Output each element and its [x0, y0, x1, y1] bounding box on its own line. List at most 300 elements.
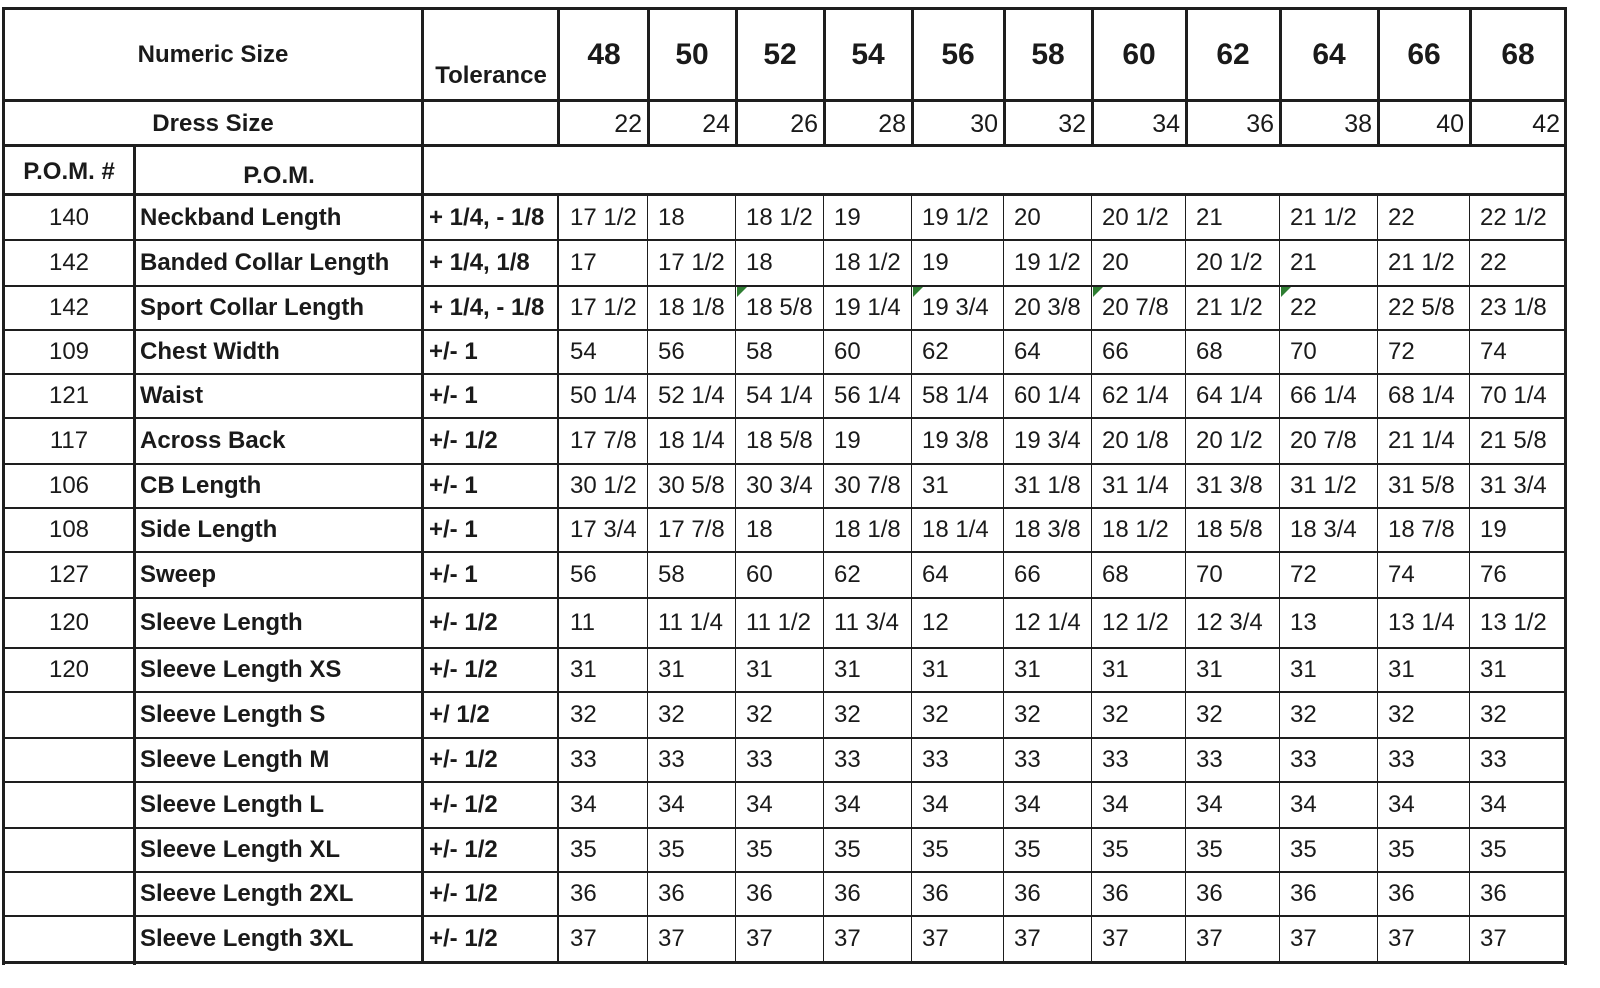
- measurement-cell: 13 1/2: [1480, 609, 1547, 636]
- pom-number-cell: 127: [48, 561, 90, 588]
- pom-number-cell: 142: [48, 294, 90, 321]
- measurement-cell: 20 1/2: [1196, 249, 1263, 276]
- dress-size-header: 36: [1246, 109, 1274, 138]
- tolerance-cell: + 1/4, - 1/8: [429, 294, 545, 321]
- measurement-cell: 19: [922, 249, 949, 276]
- grid-line: [2, 737, 1566, 739]
- pom-name-cell: Sleeve Length S: [140, 701, 326, 728]
- measurement-cell: 33: [1102, 746, 1129, 773]
- measurement-cell: 32: [922, 701, 949, 728]
- grid-line: [1377, 7, 1380, 147]
- tolerance-cell: +/- 1/2: [429, 427, 498, 454]
- measurement-cell: 18 7/8: [1388, 516, 1455, 543]
- pom-number-cell: 142: [48, 249, 90, 276]
- measurement-cell: 33: [1480, 746, 1507, 773]
- measurement-cell: 20: [1014, 204, 1041, 231]
- grid-line: [1279, 196, 1280, 964]
- grid-line: [2, 871, 1566, 873]
- dress-size-header: 28: [878, 109, 906, 138]
- pom-name-cell: Side Length: [140, 516, 278, 543]
- measurement-cell: 36: [1480, 880, 1507, 907]
- tolerance-cell: +/- 1/2: [429, 656, 498, 683]
- measurement-cell: 37: [1102, 925, 1129, 952]
- tolerance-cell: +/- 1/2: [429, 609, 498, 636]
- measurement-cell: 19 3/4: [922, 294, 989, 321]
- measurement-cell: 30 1/2: [570, 472, 637, 499]
- measurement-cell: 18 1/2: [834, 249, 901, 276]
- measurement-cell: 17 3/4: [570, 516, 637, 543]
- grid-line: [2, 99, 1566, 102]
- numeric-size-header: 58: [1031, 38, 1065, 71]
- grid-line: [1091, 7, 1094, 147]
- pom-name-cell: Sleeve Length M: [140, 746, 330, 773]
- measurement-cell: 70 1/4: [1480, 382, 1547, 409]
- measurement-cell: 56 1/4: [834, 382, 901, 409]
- measurement-cell: 31 1/8: [1014, 472, 1081, 499]
- measurement-cell: 36: [1388, 880, 1415, 907]
- measurement-cell: 58: [746, 338, 773, 365]
- tolerance-cell: + 1/4, - 1/8: [429, 204, 545, 231]
- dress-size-label: Dress Size: [152, 110, 274, 137]
- comment-indicator-icon[interactable]: [1093, 287, 1103, 297]
- grid-line: [2, 463, 1566, 465]
- measurement-cell: 32: [1014, 701, 1041, 728]
- grid-line: [1377, 196, 1378, 964]
- grid-line: [2, 239, 1566, 241]
- numeric-size-header: 68: [1501, 38, 1535, 71]
- dress-size-header: 24: [702, 109, 730, 138]
- measurement-cell: 22 5/8: [1388, 294, 1455, 321]
- measurement-cell: 35: [1388, 836, 1415, 863]
- measurement-cell: 32: [570, 701, 597, 728]
- measurement-cell: 31: [834, 656, 861, 683]
- tolerance-cell: + 1/4, 1/8: [429, 249, 530, 276]
- grid-line: [1564, 7, 1567, 965]
- measurement-cell: 22 1/2: [1480, 204, 1547, 231]
- measurement-cell: 74: [1388, 561, 1415, 588]
- measurement-cell: 37: [834, 925, 861, 952]
- measurement-cell: 35: [1480, 836, 1507, 863]
- dress-size-header: 40: [1436, 109, 1464, 138]
- measurement-cell: 36: [1102, 880, 1129, 907]
- measurement-cell: 36: [1196, 880, 1223, 907]
- pom-name-cell: Banded Collar Length: [140, 249, 390, 276]
- measurement-cell: 58: [658, 561, 685, 588]
- measurement-cell: 68 1/4: [1388, 382, 1455, 409]
- measurement-cell: 32: [1196, 701, 1223, 728]
- measurement-cell: 33: [1388, 746, 1415, 773]
- measurement-cell: 18 1/4: [658, 427, 725, 454]
- measurement-cell: 18 1/2: [746, 204, 813, 231]
- measurement-cell: 18 5/8: [1196, 516, 1263, 543]
- numeric-size-header: 50: [675, 38, 709, 71]
- measurement-cell: 19: [1480, 516, 1507, 543]
- measurement-cell: 18 1/4: [922, 516, 989, 543]
- measurement-cell: 37: [922, 925, 949, 952]
- measurement-cell: 35: [570, 836, 597, 863]
- measurement-cell: 21 1/4: [1388, 427, 1455, 454]
- pom-number-cell: [4, 738, 134, 782]
- comment-indicator-icon[interactable]: [737, 287, 747, 297]
- measurement-cell: 22: [1480, 249, 1507, 276]
- measurement-cell: 31: [658, 656, 685, 683]
- measurement-cell: 30 3/4: [746, 472, 813, 499]
- grid-line: [557, 196, 559, 964]
- measurement-cell: 76: [1480, 561, 1507, 588]
- tolerance-cell: +/- 1/2: [429, 925, 498, 952]
- measurement-cell: 35: [1290, 836, 1317, 863]
- numeric-size-header: 52: [763, 38, 797, 71]
- measurement-cell: 18 1/2: [1102, 516, 1169, 543]
- measurement-cell: 23 1/8: [1480, 294, 1547, 321]
- measurement-cell: 19 1/2: [922, 204, 989, 231]
- grid-line: [1003, 7, 1006, 147]
- measurement-cell: 31: [1480, 656, 1507, 683]
- measurement-cell: 18 1/8: [658, 294, 725, 321]
- measurement-cell: 20 3/8: [1014, 294, 1081, 321]
- grid-line: [2, 144, 1566, 147]
- dress-size-header: 32: [1058, 109, 1086, 138]
- measurement-cell: 17 1/2: [658, 249, 725, 276]
- measurement-cell: 31 1/4: [1102, 472, 1169, 499]
- measurement-cell: 18: [746, 516, 773, 543]
- measurement-cell: 37: [1196, 925, 1223, 952]
- measurement-cell: 31: [1290, 656, 1317, 683]
- pom-number-cell: 109: [48, 338, 90, 365]
- measurement-cell: 60: [746, 561, 773, 588]
- pom-number-cell: 106: [48, 472, 90, 499]
- grid-line: [2, 827, 1566, 829]
- tolerance-cell: +/- 1: [429, 561, 478, 588]
- measurement-cell: 35: [922, 836, 949, 863]
- measurement-cell: 20 7/8: [1290, 427, 1357, 454]
- measurement-cell: 34: [1290, 791, 1317, 818]
- measurement-cell: 64: [1014, 338, 1041, 365]
- measurement-cell: 37: [1014, 925, 1041, 952]
- measurement-cell: 33: [922, 746, 949, 773]
- measurement-cell: 32: [1102, 701, 1129, 728]
- measurement-cell: 37: [570, 925, 597, 952]
- measurement-cell: 21 1/2: [1196, 294, 1263, 321]
- pom-name-cell: Sleeve Length: [140, 609, 303, 636]
- measurement-cell: 31: [1196, 656, 1223, 683]
- measurement-cell: 36: [570, 880, 597, 907]
- grid-line: [1185, 196, 1186, 964]
- dress-size-header: 42: [1532, 109, 1560, 138]
- measurement-cell: 13 1/4: [1388, 609, 1455, 636]
- measurement-cell: 70: [1290, 338, 1317, 365]
- tolerance-cell: +/ 1/2: [429, 701, 490, 728]
- measurement-cell: 18 5/8: [746, 427, 813, 454]
- pom-number-label: P.O.M. #: [23, 158, 115, 185]
- measurement-cell: 17: [570, 249, 597, 276]
- tolerance-cell: +/- 1/2: [429, 791, 498, 818]
- measurement-cell: 32: [1480, 701, 1507, 728]
- measurement-cell: 20 7/8: [1102, 294, 1169, 321]
- measurement-cell: 33: [746, 746, 773, 773]
- measurement-cell: 36: [834, 880, 861, 907]
- measurement-cell: 34: [1102, 791, 1129, 818]
- measurement-cell: 18 1/8: [834, 516, 901, 543]
- tolerance-cell: +/- 1: [429, 472, 478, 499]
- pom-name-cell: Neckband Length: [140, 204, 342, 231]
- tolerance-label: Tolerance: [435, 62, 547, 89]
- pom-name-cell: Sport Collar Length: [140, 294, 364, 321]
- measurement-cell: 11 1/4: [658, 609, 723, 636]
- numeric-size-header: 64: [1312, 38, 1346, 71]
- tolerance-cell: +/- 1: [429, 516, 478, 543]
- pom-number-cell: 108: [48, 516, 90, 543]
- measurement-cell: 37: [746, 925, 773, 952]
- measurement-cell: 18 3/4: [1290, 516, 1357, 543]
- dress-size-header: 22: [614, 109, 642, 138]
- comment-indicator-icon[interactable]: [913, 287, 923, 297]
- measurement-cell: 37: [1480, 925, 1507, 952]
- grid-line: [1091, 196, 1092, 964]
- pom-name-cell: Waist: [140, 382, 204, 409]
- measurement-cell: 62: [834, 561, 861, 588]
- measurement-cell: 66 1/4: [1290, 382, 1357, 409]
- measurement-cell: 18: [658, 204, 685, 231]
- grid-line: [1279, 7, 1282, 147]
- dress-size-header: 38: [1344, 109, 1372, 138]
- measurement-cell: 35: [834, 836, 861, 863]
- dress-size-header: 34: [1152, 109, 1180, 138]
- grid-line: [2, 193, 1566, 196]
- measurement-cell: 36: [1014, 880, 1041, 907]
- measurement-cell: 33: [1014, 746, 1041, 773]
- measurement-cell: 56: [570, 561, 597, 588]
- measurement-cell: 18 3/8: [1014, 516, 1081, 543]
- grid-line: [823, 7, 826, 147]
- pom-name-cell: Chest Width: [140, 338, 280, 365]
- pom-number-cell: [4, 872, 134, 916]
- measurement-cell: 31 5/8: [1388, 472, 1455, 499]
- measurement-cell: 37: [658, 925, 685, 952]
- grid-line: [1185, 7, 1188, 147]
- dress-size-header: 30: [970, 109, 998, 138]
- pom-name-cell: Sleeve Length 2XL: [140, 880, 354, 907]
- grid-line: [911, 196, 912, 964]
- pom-name-cell: Sweep: [140, 561, 217, 588]
- measurement-cell: 66: [1014, 561, 1041, 588]
- measurement-cell: 34: [1388, 791, 1415, 818]
- measurement-cell: 11 1/2: [746, 609, 811, 636]
- measurement-cell: 21: [1196, 204, 1223, 231]
- pom-number-cell: [4, 782, 134, 828]
- measurement-cell: 34: [746, 791, 773, 818]
- grid-line: [2, 7, 1566, 10]
- pom-name-cell: Sleeve Length 3XL: [140, 925, 354, 952]
- measurement-cell: 18: [746, 249, 773, 276]
- measurement-cell: 54 1/4: [746, 382, 813, 409]
- measurement-cell: 21 5/8: [1480, 427, 1547, 454]
- measurement-cell: 66: [1102, 338, 1129, 365]
- measurement-cell: 60: [834, 338, 861, 365]
- measurement-cell: 54: [570, 338, 597, 365]
- grid-line: [2, 962, 1566, 964]
- measurement-cell: 17 1/2: [570, 294, 637, 321]
- measurement-cell: 19 3/8: [922, 427, 989, 454]
- measurement-cell: 36: [1290, 880, 1317, 907]
- measurement-cell: 31: [922, 472, 949, 499]
- numeric-size-header: 56: [941, 38, 975, 71]
- grid-line: [735, 196, 736, 964]
- measurement-cell: 36: [746, 880, 773, 907]
- measurement-cell: 64: [922, 561, 949, 588]
- measurement-cell: 34: [922, 791, 949, 818]
- measurement-cell: 33: [1290, 746, 1317, 773]
- measurement-cell: 32: [834, 701, 861, 728]
- measurement-cell: 12 1/4: [1014, 609, 1081, 636]
- measurement-cell: 35: [746, 836, 773, 863]
- grid-line: [2, 915, 1566, 917]
- pom-number-cell: 120: [48, 609, 90, 636]
- measurement-cell: 62 1/4: [1102, 382, 1169, 409]
- measurement-cell: 31: [1014, 656, 1041, 683]
- pom-number-cell: 140: [48, 204, 90, 231]
- measurement-cell: 32: [1388, 701, 1415, 728]
- measurement-cell: 20 1/2: [1102, 204, 1169, 231]
- grid-line: [647, 196, 648, 964]
- measurement-cell: 13: [1290, 609, 1317, 636]
- numeric-size-header: 54: [851, 38, 885, 71]
- measurement-cell: 22: [1290, 294, 1317, 321]
- measurement-cell: 36: [658, 880, 685, 907]
- measurement-cell: 74: [1480, 338, 1507, 365]
- tolerance-cell: +/- 1/2: [429, 880, 498, 907]
- numeric-size-label: Numeric Size: [137, 41, 289, 68]
- measurement-cell: 21 1/2: [1290, 204, 1357, 231]
- measurement-cell: 20 1/8: [1102, 427, 1169, 454]
- measurement-cell: 18 5/8: [746, 294, 813, 321]
- numeric-size-header: 62: [1216, 38, 1250, 71]
- grid-line: [2, 373, 1566, 375]
- measurement-cell: 19 3/4: [1014, 427, 1081, 454]
- measurement-cell: 32: [746, 701, 773, 728]
- measurement-cell: 37: [1290, 925, 1317, 952]
- measurement-cell: 20 1/2: [1196, 427, 1263, 454]
- measurement-cell: 12 1/2: [1102, 609, 1169, 636]
- measurement-cell: 33: [834, 746, 861, 773]
- measurement-cell: 62: [922, 338, 949, 365]
- measurement-cell: 19 1/4: [834, 294, 901, 321]
- measurement-cell: 35: [1102, 836, 1129, 863]
- numeric-size-header: 66: [1407, 38, 1441, 71]
- grid-line: [2, 597, 1566, 599]
- grid-line: [2, 781, 1566, 783]
- measurement-cell: 56: [658, 338, 685, 365]
- pom-number-cell: 121: [48, 382, 90, 409]
- dress-size-header: 26: [790, 109, 818, 138]
- measurement-cell: 35: [1014, 836, 1041, 863]
- measurement-cell: 68: [1102, 561, 1129, 588]
- measurement-cell: 30 5/8: [658, 472, 725, 499]
- measurement-cell: 20: [1102, 249, 1129, 276]
- grid-line: [557, 7, 560, 147]
- pom-name-cell: Across Back: [140, 427, 286, 454]
- measurement-cell: 36: [922, 880, 949, 907]
- grid-line: [133, 144, 136, 965]
- grid-line: [1469, 196, 1470, 964]
- measurement-cell: 31: [570, 656, 597, 683]
- measurement-cell: 31: [1388, 656, 1415, 683]
- measurement-cell: 35: [1196, 836, 1223, 863]
- measurement-cell: 19 1/2: [1014, 249, 1081, 276]
- measurement-cell: 31 3/4: [1480, 472, 1547, 499]
- measurement-cell: 11: [570, 609, 595, 636]
- pom-number-cell: 117: [49, 427, 89, 454]
- pom-number-cell: [4, 916, 134, 962]
- grid-line: [823, 196, 824, 964]
- grid-line: [2, 647, 1566, 649]
- measurement-cell: 72: [1290, 561, 1317, 588]
- numeric-size-header: 48: [587, 38, 621, 71]
- measurement-cell: 12 3/4: [1196, 609, 1263, 636]
- grid-line: [2, 551, 1566, 553]
- grid-line: [1469, 7, 1472, 147]
- grid-line: [2, 417, 1566, 419]
- grid-line: [1003, 196, 1004, 964]
- measurement-cell: 35: [658, 836, 685, 863]
- measurement-cell: 32: [658, 701, 685, 728]
- measurement-cell: 68: [1196, 338, 1223, 365]
- measurement-cell: 37: [1388, 925, 1415, 952]
- tolerance-cell: +/- 1/2: [429, 836, 498, 863]
- measurement-cell: 72: [1388, 338, 1415, 365]
- pom-name-cell: Sleeve Length XS: [140, 656, 342, 683]
- measurement-cell: 30 7/8: [834, 472, 901, 499]
- measurement-cell: 31: [922, 656, 949, 683]
- measurement-cell: 32: [1290, 701, 1317, 728]
- comment-indicator-icon[interactable]: [1281, 287, 1291, 297]
- measurement-cell: 31: [1102, 656, 1129, 683]
- measurement-cell: 34: [1014, 791, 1041, 818]
- measurement-cell: 21: [1290, 249, 1317, 276]
- measurement-cell: 11 3/4: [834, 609, 899, 636]
- pom-name-cell: CB Length: [140, 472, 262, 499]
- measurement-cell: 33: [658, 746, 685, 773]
- measurement-cell: 34: [1196, 791, 1223, 818]
- measurement-cell: 34: [658, 791, 685, 818]
- measurement-cell: 17 1/2: [570, 204, 637, 231]
- pom-label: P.O.M.: [243, 162, 315, 189]
- measurement-cell: 22: [1388, 204, 1415, 231]
- measurement-cell: 34: [1480, 791, 1507, 818]
- grid-line: [2, 691, 1566, 693]
- measurement-cell: 64 1/4: [1196, 382, 1263, 409]
- grid-line: [2, 7, 5, 965]
- measurement-cell: 12: [922, 609, 949, 636]
- measurement-cell: 33: [1196, 746, 1223, 773]
- pom-name-cell: Sleeve Length L: [140, 791, 325, 818]
- grid-line: [735, 7, 738, 147]
- grid-line: [2, 285, 1566, 287]
- measurement-cell: 34: [570, 791, 597, 818]
- tolerance-cell: +/- 1/2: [429, 746, 498, 773]
- measurement-cell: 33: [570, 746, 597, 773]
- grid-line: [911, 7, 914, 147]
- tolerance-cell: +/- 1: [429, 338, 478, 365]
- measurement-cell: 52 1/4: [658, 382, 725, 409]
- tolerance-cell: +/- 1: [429, 382, 478, 409]
- measurement-cell: 31: [746, 656, 773, 683]
- measurement-cell: 31 1/2: [1290, 472, 1357, 499]
- measurement-cell: 58 1/4: [922, 382, 989, 409]
- grid-line: [421, 7, 424, 964]
- measurement-cell: 17 7/8: [570, 427, 637, 454]
- measurement-cell: 21 1/2: [1388, 249, 1455, 276]
